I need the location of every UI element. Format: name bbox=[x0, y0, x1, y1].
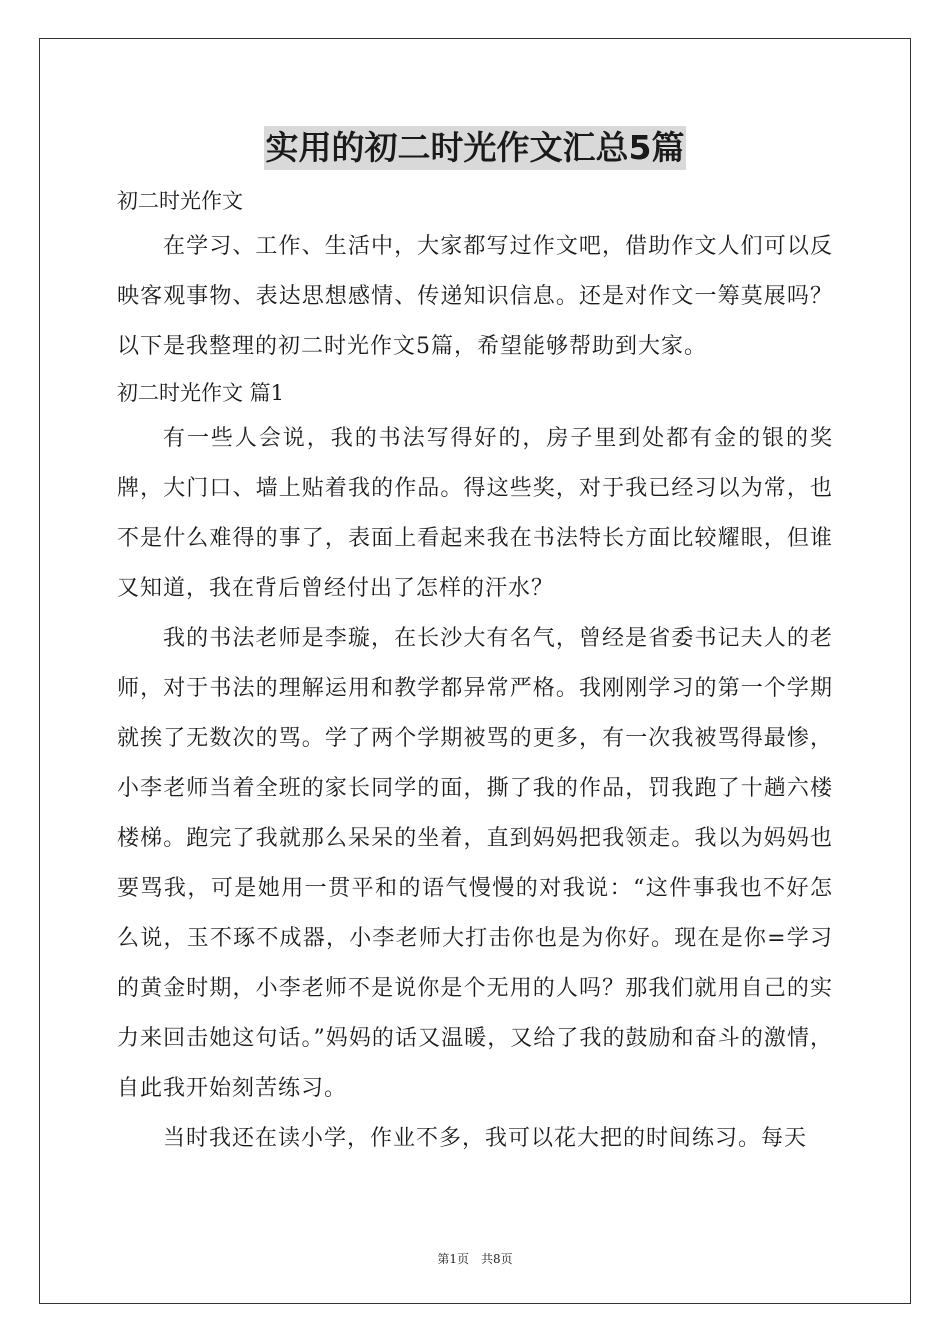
page-footer bbox=[0, 1250, 950, 1267]
intro-heading: 初二时光作文 bbox=[117, 189, 243, 213]
body-paragraph: 有一些人会说，我的书法写得好的，房子里到处都有金的银的奖牌，大门口、墙上贴着我的作品。得这些奖，对于我已经习以为常，也不是什么难得的事了，表面上看起来我在书法特长方面比较耀眼，但谁又知道，我在背后曾经付出了怎样的汗水？ bbox=[117, 426, 833, 601]
body-paragraph: 我的书法老师是李璇，在长沙大有名气，曾经是省委书记夫人的老师，对于书法的理解运用和教学都异常严格。我刚刚学习的第一个学期就挨了无数次的骂。学了两个学期被骂的更多，有一次我被骂得最惨，小李老师当着全班的家长同学的面，撕了我的作品，罚我跑了十趟六楼楼梯。跑完了我就那么呆呆的坐着，直到妈妈把我领走。我以为妈妈也要骂我，可是她用一贯平和的语气慢慢的对我说：“这件事我也不好怎么说，玉不琢不成器，小李老师大打击你也是为你好。现在是你=学习的黄金时期，小李老师不是说你是个无用的人吗？那我们就用自己的实力来回击她这句话。”妈妈的话又温暖，又给了我的鼓励和奋斗的激情，自此我开始刻苦练习。 bbox=[117, 626, 833, 1101]
page-number: 第1页 共8页 bbox=[437, 1252, 513, 1266]
title-container bbox=[0, 126, 950, 170]
document-body bbox=[117, 180, 833, 1164]
body-paragraph: 当时我还在读小学，作业不多，我可以花大把的时间练习。每天 bbox=[163, 1126, 808, 1151]
section-heading: 初二时光作文 篇1 bbox=[117, 381, 285, 405]
intro-paragraph: 在学习、工作、生活中，大家都写过作文吧，借助作文人们可以反映客观事物、表达思想感情、传递知识信息。还是对作文一筹莫展吗？以下是我整理的初二时光作文5篇，希望能够帮助到大家。 bbox=[117, 234, 833, 359]
document-title: 实用的初二时光作文汇总5篇 bbox=[264, 126, 687, 170]
